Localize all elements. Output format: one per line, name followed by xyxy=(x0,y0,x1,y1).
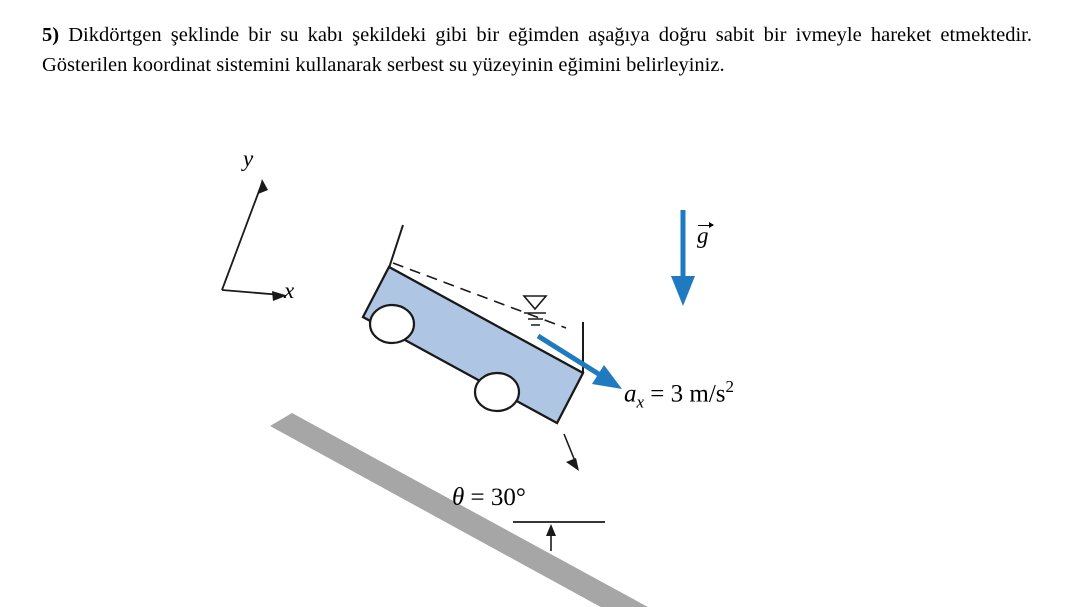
gravity-arrowhead xyxy=(671,276,695,306)
wheel-front xyxy=(370,305,414,343)
y-axis-arrowhead xyxy=(258,179,268,194)
angle-value: = 30° xyxy=(464,484,526,511)
acceleration-exponent: 2 xyxy=(725,377,735,396)
gravity-label xyxy=(697,223,709,249)
x-axis-label: x xyxy=(284,278,295,303)
acceleration-symbol: a xyxy=(624,380,637,408)
question-body: Dikdörtgen şeklinde bir su kabı şekildeki gibi bir eğimden aşağıya doğru sabit bir ivmeyle hareket etmektedir. Gösterilen koordinat sistemini kullanarak serbest su yüzeyinin eğimini belirleyiniz. xyxy=(42,24,1032,76)
angle-pointer-incline-arrowhead xyxy=(566,458,579,471)
tank-left-wall xyxy=(389,225,403,268)
angle-pointer-up-arrowhead xyxy=(546,524,556,536)
figure-diagram xyxy=(0,110,1071,607)
question-number: 5) xyxy=(42,24,60,46)
water-level-triangle-icon xyxy=(524,296,546,309)
wheel-rear xyxy=(475,373,519,411)
figure-svg xyxy=(0,110,1071,607)
gravity-label-text: g xyxy=(697,223,709,248)
acceleration-subscript: x xyxy=(636,392,645,412)
question-text xyxy=(42,20,1032,80)
acceleration-arrowhead xyxy=(592,365,622,389)
gravity-vector-arrow-icon xyxy=(709,222,714,228)
angle-label xyxy=(452,484,526,512)
acceleration-value: = 3 m/s xyxy=(644,380,726,408)
coordinate-axes xyxy=(222,183,282,295)
y-axis-label: y xyxy=(243,146,254,171)
acceleration-label xyxy=(624,377,734,412)
angle-symbol: θ xyxy=(452,484,465,511)
